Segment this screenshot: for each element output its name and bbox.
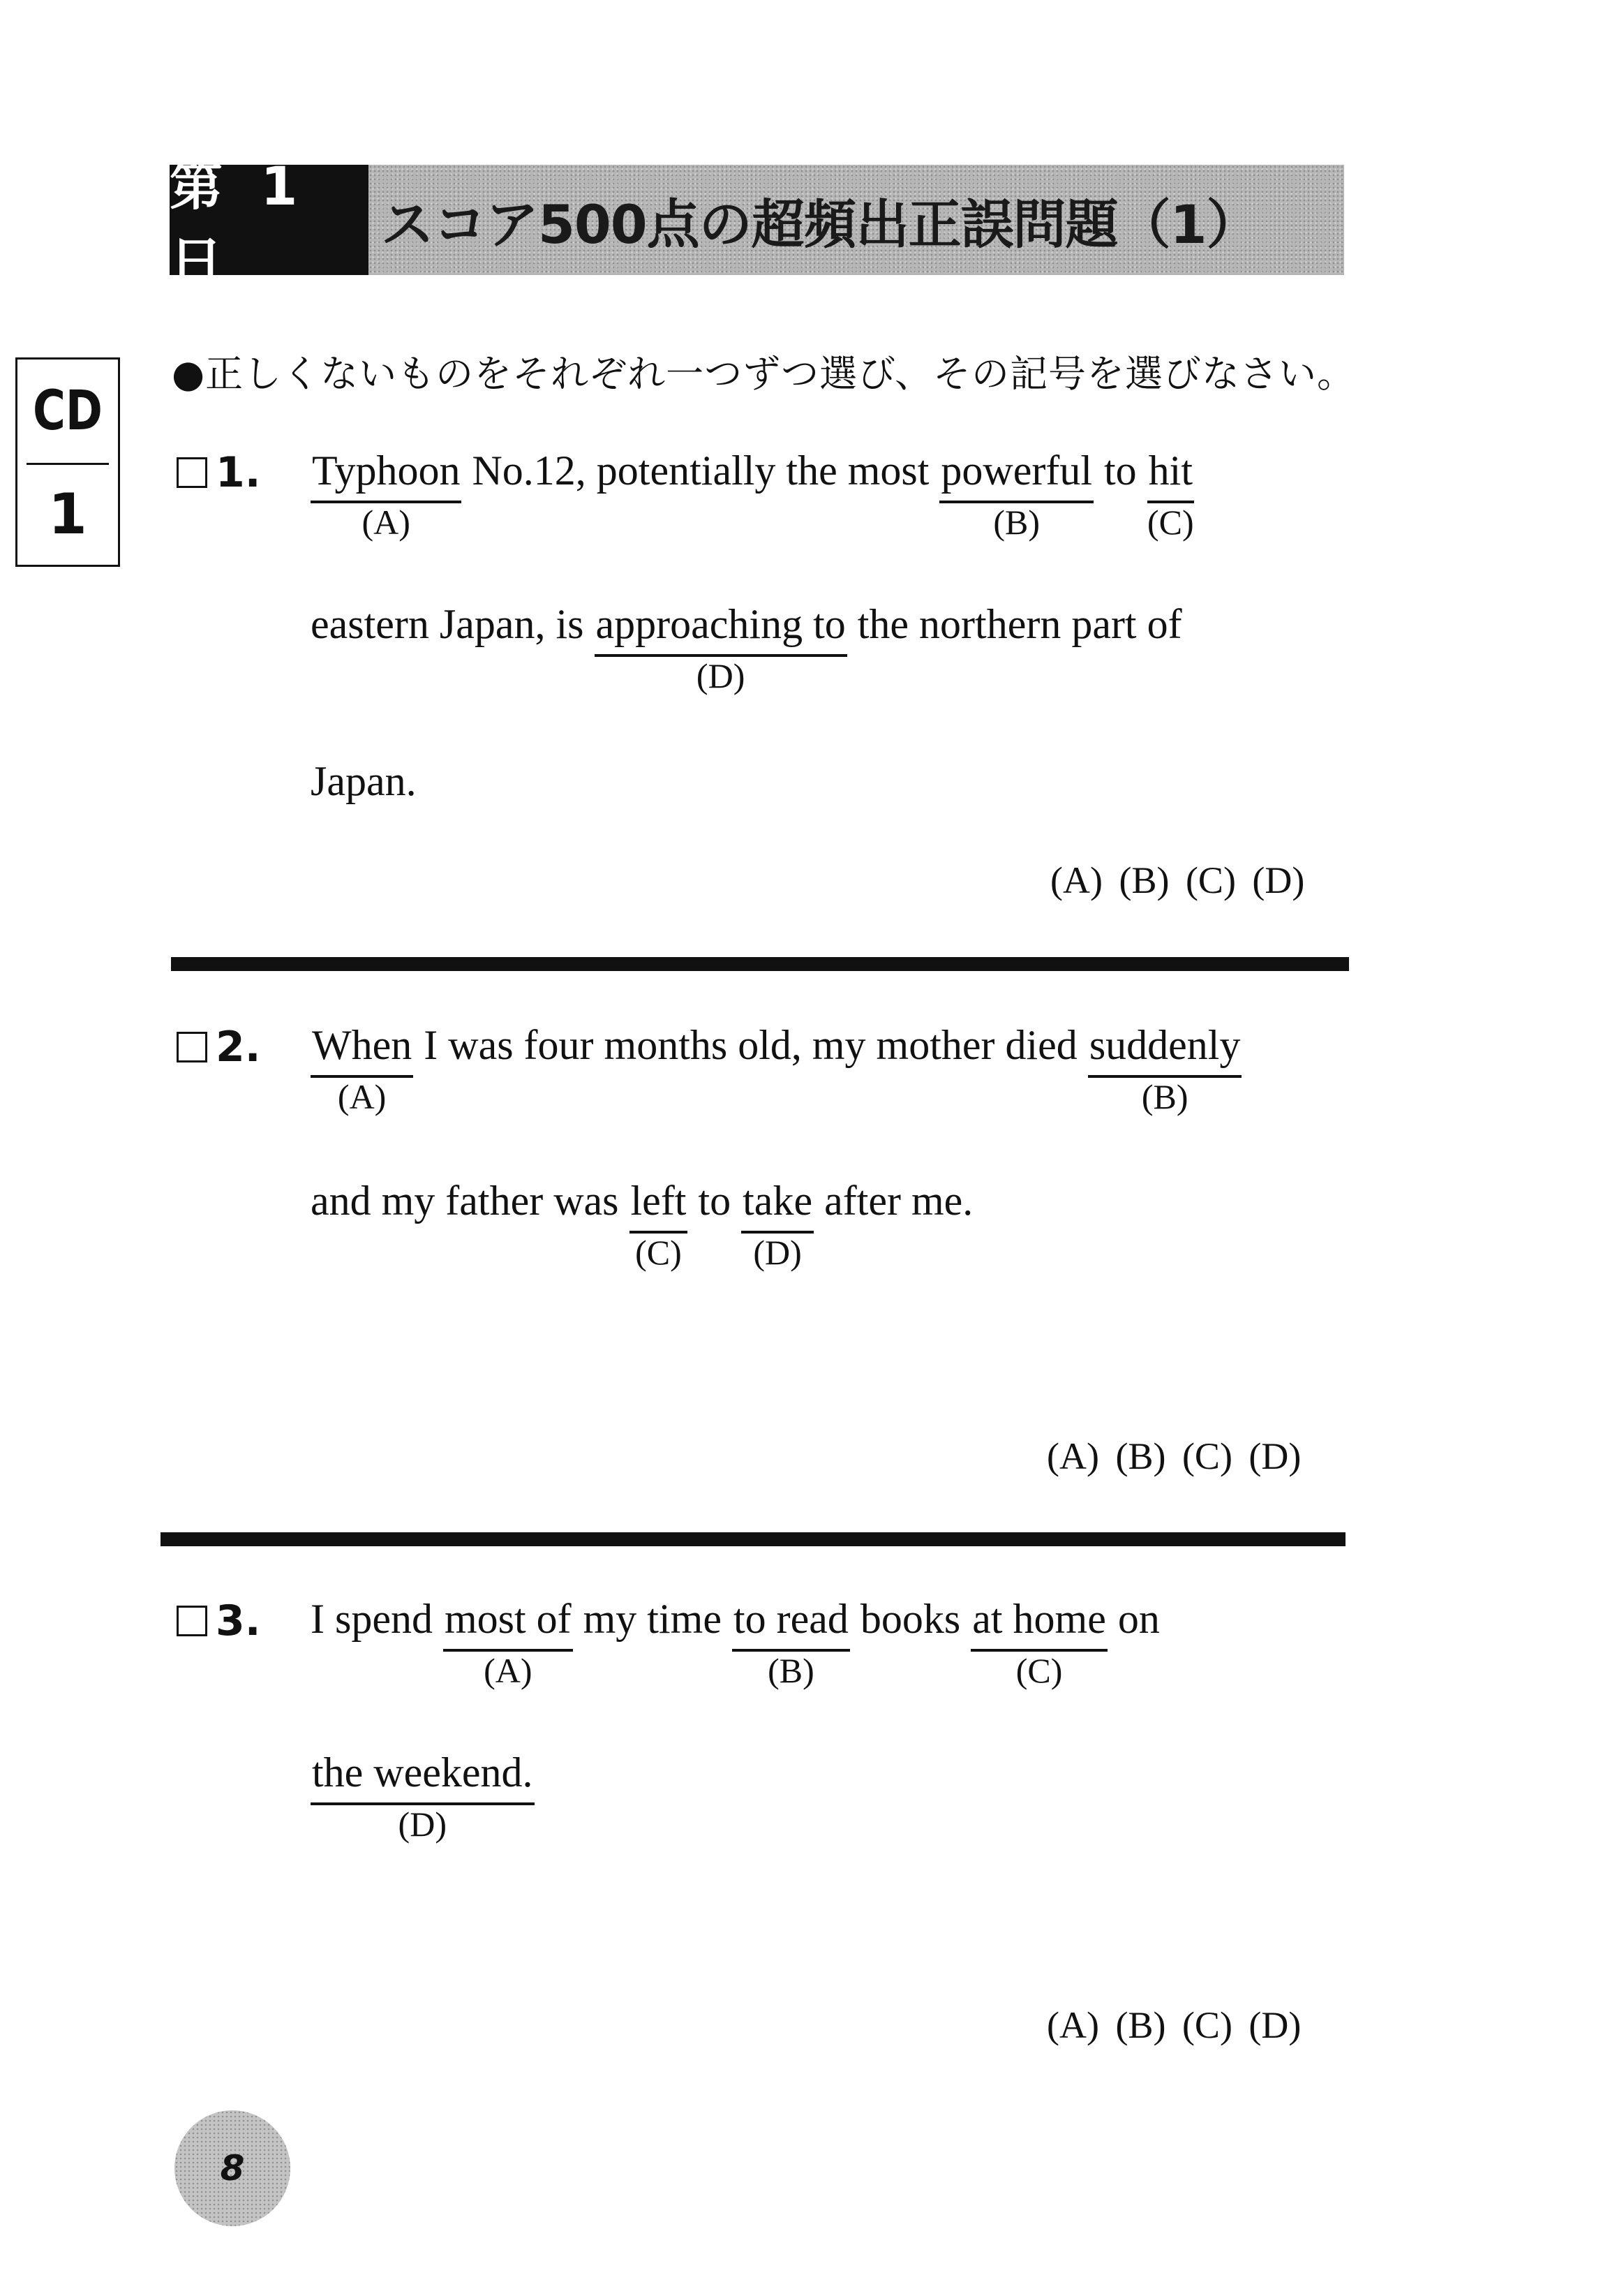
question-3-checkbox[interactable] xyxy=(177,1606,207,1636)
question-number-label: 2. xyxy=(216,1023,261,1072)
question-2-line-1 xyxy=(311,1021,1242,1116)
question-1-line-1 xyxy=(311,447,1194,542)
plain-text: after me. xyxy=(814,1178,974,1224)
chapter-header xyxy=(170,155,1344,293)
chapter-title-band xyxy=(368,165,1344,275)
page-number: 8 xyxy=(220,2148,245,2188)
option-label-c: (C) xyxy=(1015,1651,1063,1690)
question-3-line-1 xyxy=(311,1595,1160,1690)
question-2-answer-choices[interactable]: (A) (B) (C) (D) xyxy=(1047,1435,1302,1477)
plain-text: eastern Japan, is xyxy=(311,601,595,647)
underlined-option-b: suddenly (B) xyxy=(1089,1022,1241,1116)
question-3-line-2 xyxy=(311,1749,535,1844)
option-label-a: (A) xyxy=(484,1651,532,1690)
divider xyxy=(171,957,1349,971)
plain-text: to xyxy=(1094,447,1147,494)
cd-track-number: 1 xyxy=(48,481,87,547)
plain-text: I spend xyxy=(311,1596,443,1642)
cd-track-box xyxy=(15,357,120,567)
option-label-d: (D) xyxy=(398,1805,447,1844)
question-1-line-3 xyxy=(311,757,417,806)
underlined-option-b: powerful (B) xyxy=(941,447,1092,542)
underlined-option-c: left (C) xyxy=(630,1178,687,1272)
underlined-option-d: the weekend. (D) xyxy=(312,1749,533,1844)
option-label-c: (C) xyxy=(1147,503,1194,542)
option-label-b: (B) xyxy=(1141,1077,1188,1116)
divider xyxy=(161,1532,1346,1546)
instruction-text: ●正しくないものをそれぞれ一つずつ選び、その記号を選びなさい。 xyxy=(172,352,1355,396)
question-3-number xyxy=(177,1597,261,1645)
underlined-option-c: hit (C) xyxy=(1147,447,1194,542)
option-label-b: (B) xyxy=(768,1651,814,1690)
question-number-label: 3. xyxy=(216,1597,261,1645)
day-badge: 第 1 日 xyxy=(170,165,368,275)
plain-text: my time xyxy=(572,1596,732,1642)
underlined-option-c: at home (C) xyxy=(972,1596,1106,1690)
question-1-line-2 xyxy=(311,600,1182,695)
plain-text: on xyxy=(1107,1596,1160,1642)
plain-text: and my father was xyxy=(311,1178,629,1224)
page-number-badge xyxy=(174,2110,290,2226)
option-label-a: (A) xyxy=(361,503,410,542)
question-2-number xyxy=(177,1023,261,1072)
option-label-d: (D) xyxy=(696,656,745,695)
underlined-option-a: Typhoon (A) xyxy=(312,447,461,542)
underlined-option-b: to read (B) xyxy=(733,1596,849,1690)
underlined-option-d: approaching to (D) xyxy=(595,601,846,695)
plain-text: the northern part of xyxy=(847,601,1182,647)
question-3-answer-choices[interactable]: (A) (B) (C) (D) xyxy=(1047,2004,1302,2046)
cd-label: CD xyxy=(27,360,109,465)
option-label-a: (A) xyxy=(337,1077,387,1116)
question-1-number xyxy=(177,448,261,497)
option-label-c: (C) xyxy=(635,1233,682,1272)
plain-text: books xyxy=(849,1596,971,1642)
option-label-d: (D) xyxy=(753,1233,802,1272)
option-label-b: (B) xyxy=(993,503,1041,542)
underlined-option-d: take (D) xyxy=(743,1178,813,1272)
question-number-label: 1. xyxy=(216,448,261,497)
underlined-option-a: most of (A) xyxy=(444,1596,572,1690)
plain-text: Japan. xyxy=(311,758,417,804)
plain-text: I was four months old, my mother died xyxy=(413,1022,1088,1068)
question-1-checkbox[interactable] xyxy=(177,457,207,488)
question-1-answer-choices[interactable]: (A) (B) (C) (D) xyxy=(1050,859,1305,901)
plain-text: No.12, potentially the most xyxy=(461,447,940,494)
plain-text: to xyxy=(687,1178,742,1224)
underlined-option-a: When (A) xyxy=(312,1022,412,1116)
chapter-title: スコア500点の超頻出正誤問題（1） xyxy=(381,193,1259,255)
question-2-checkbox[interactable] xyxy=(177,1032,207,1062)
question-2-line-2 xyxy=(311,1177,974,1272)
